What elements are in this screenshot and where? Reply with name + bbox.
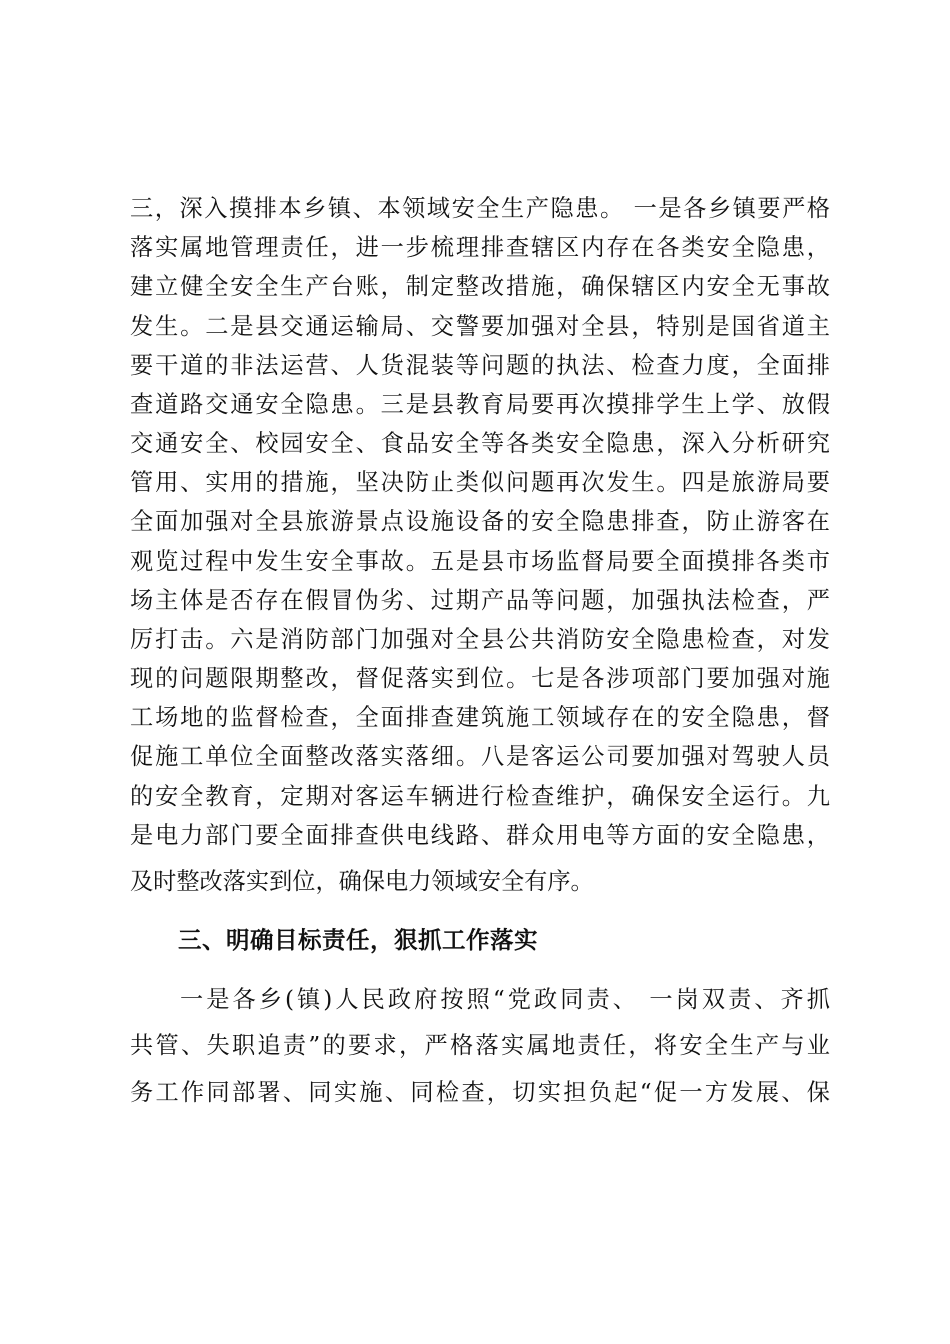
paragraph-line: 共管、失职追责”的要求，严格落实属地责任，将安全生产与业 bbox=[130, 1032, 830, 1059]
paragraph-line: 一是各乡(镇)人民政府按照“党政同责、 一岗双责、齐抓 bbox=[180, 986, 830, 1013]
paragraph-line: 场主体是否存在假冒伪劣、过期产品等问题，加强执法检查，严 bbox=[130, 587, 830, 614]
paragraph-line: 观览过程中发生安全事故。五是县市场监督局要全面摸排各类市 bbox=[130, 548, 830, 575]
paragraph-line: 管用、实用的措施，坚决防止类似问题再次发生。四是旅游局要 bbox=[130, 469, 830, 496]
paragraph-line: 及时整改落实到位，确保电力领域安全有序。 bbox=[130, 868, 594, 895]
paragraph-line: 厉打击。六是消防部门加强对全县公共消防安全隐患检查，对发 bbox=[130, 626, 830, 653]
paragraph-line: 交通安全、校园安全、食品安全等各类安全隐患，深入分析研究 bbox=[130, 430, 830, 457]
paragraph-line: 全面加强对全县旅游景点设施设备的安全隐患排查，防止游客在 bbox=[130, 508, 830, 535]
paragraph-line: 是电力部门要全面排查供电线路、群众用电等方面的安全隐患， bbox=[130, 822, 830, 849]
paragraph-line: 的安全教育，定期对客运车辆进行检查维护，确保安全运行。九 bbox=[130, 783, 830, 810]
paragraph-line: 务工作同部署、同实施、同检查，切实担负起“促一方发展、保 bbox=[130, 1079, 830, 1106]
paragraph-line: 现的问题限期整改，督促落实到位。七是各涉项部门要加强对施 bbox=[130, 665, 830, 692]
paragraph-line: 发生。二是县交通运输局、交警要加强对全县，特别是国省道主 bbox=[130, 313, 830, 340]
paragraph-line: 工场地的监督检查，全面排查建筑施工领域存在的安全隐患，督 bbox=[130, 704, 830, 731]
paragraph-line: 落实属地管理责任，进一步梳理排查辖区内存在各类安全隐患， bbox=[130, 234, 830, 261]
paragraph-line: 查道路交通安全隐患。三是县教育局要再次摸排学生上学、放假 bbox=[130, 391, 830, 418]
paragraph-line: 促施工单位全面整改落实落细。八是客运公司要加强对驾驶人员 bbox=[130, 743, 830, 770]
section-heading: 三、明确目标责任，狠抓工作落实 bbox=[178, 926, 538, 954]
paragraph-line: 要干道的非法运营、人货混装等问题的执法、检查力度，全面排 bbox=[130, 352, 830, 379]
paragraph-line: 三，深入摸排本乡镇、本领域安全生产隐患。 一是各乡镇要严格 bbox=[130, 195, 830, 222]
paragraph-line: 建立健全安全生产台账，制定整改措施，确保辖区内安全无事故 bbox=[130, 273, 830, 300]
